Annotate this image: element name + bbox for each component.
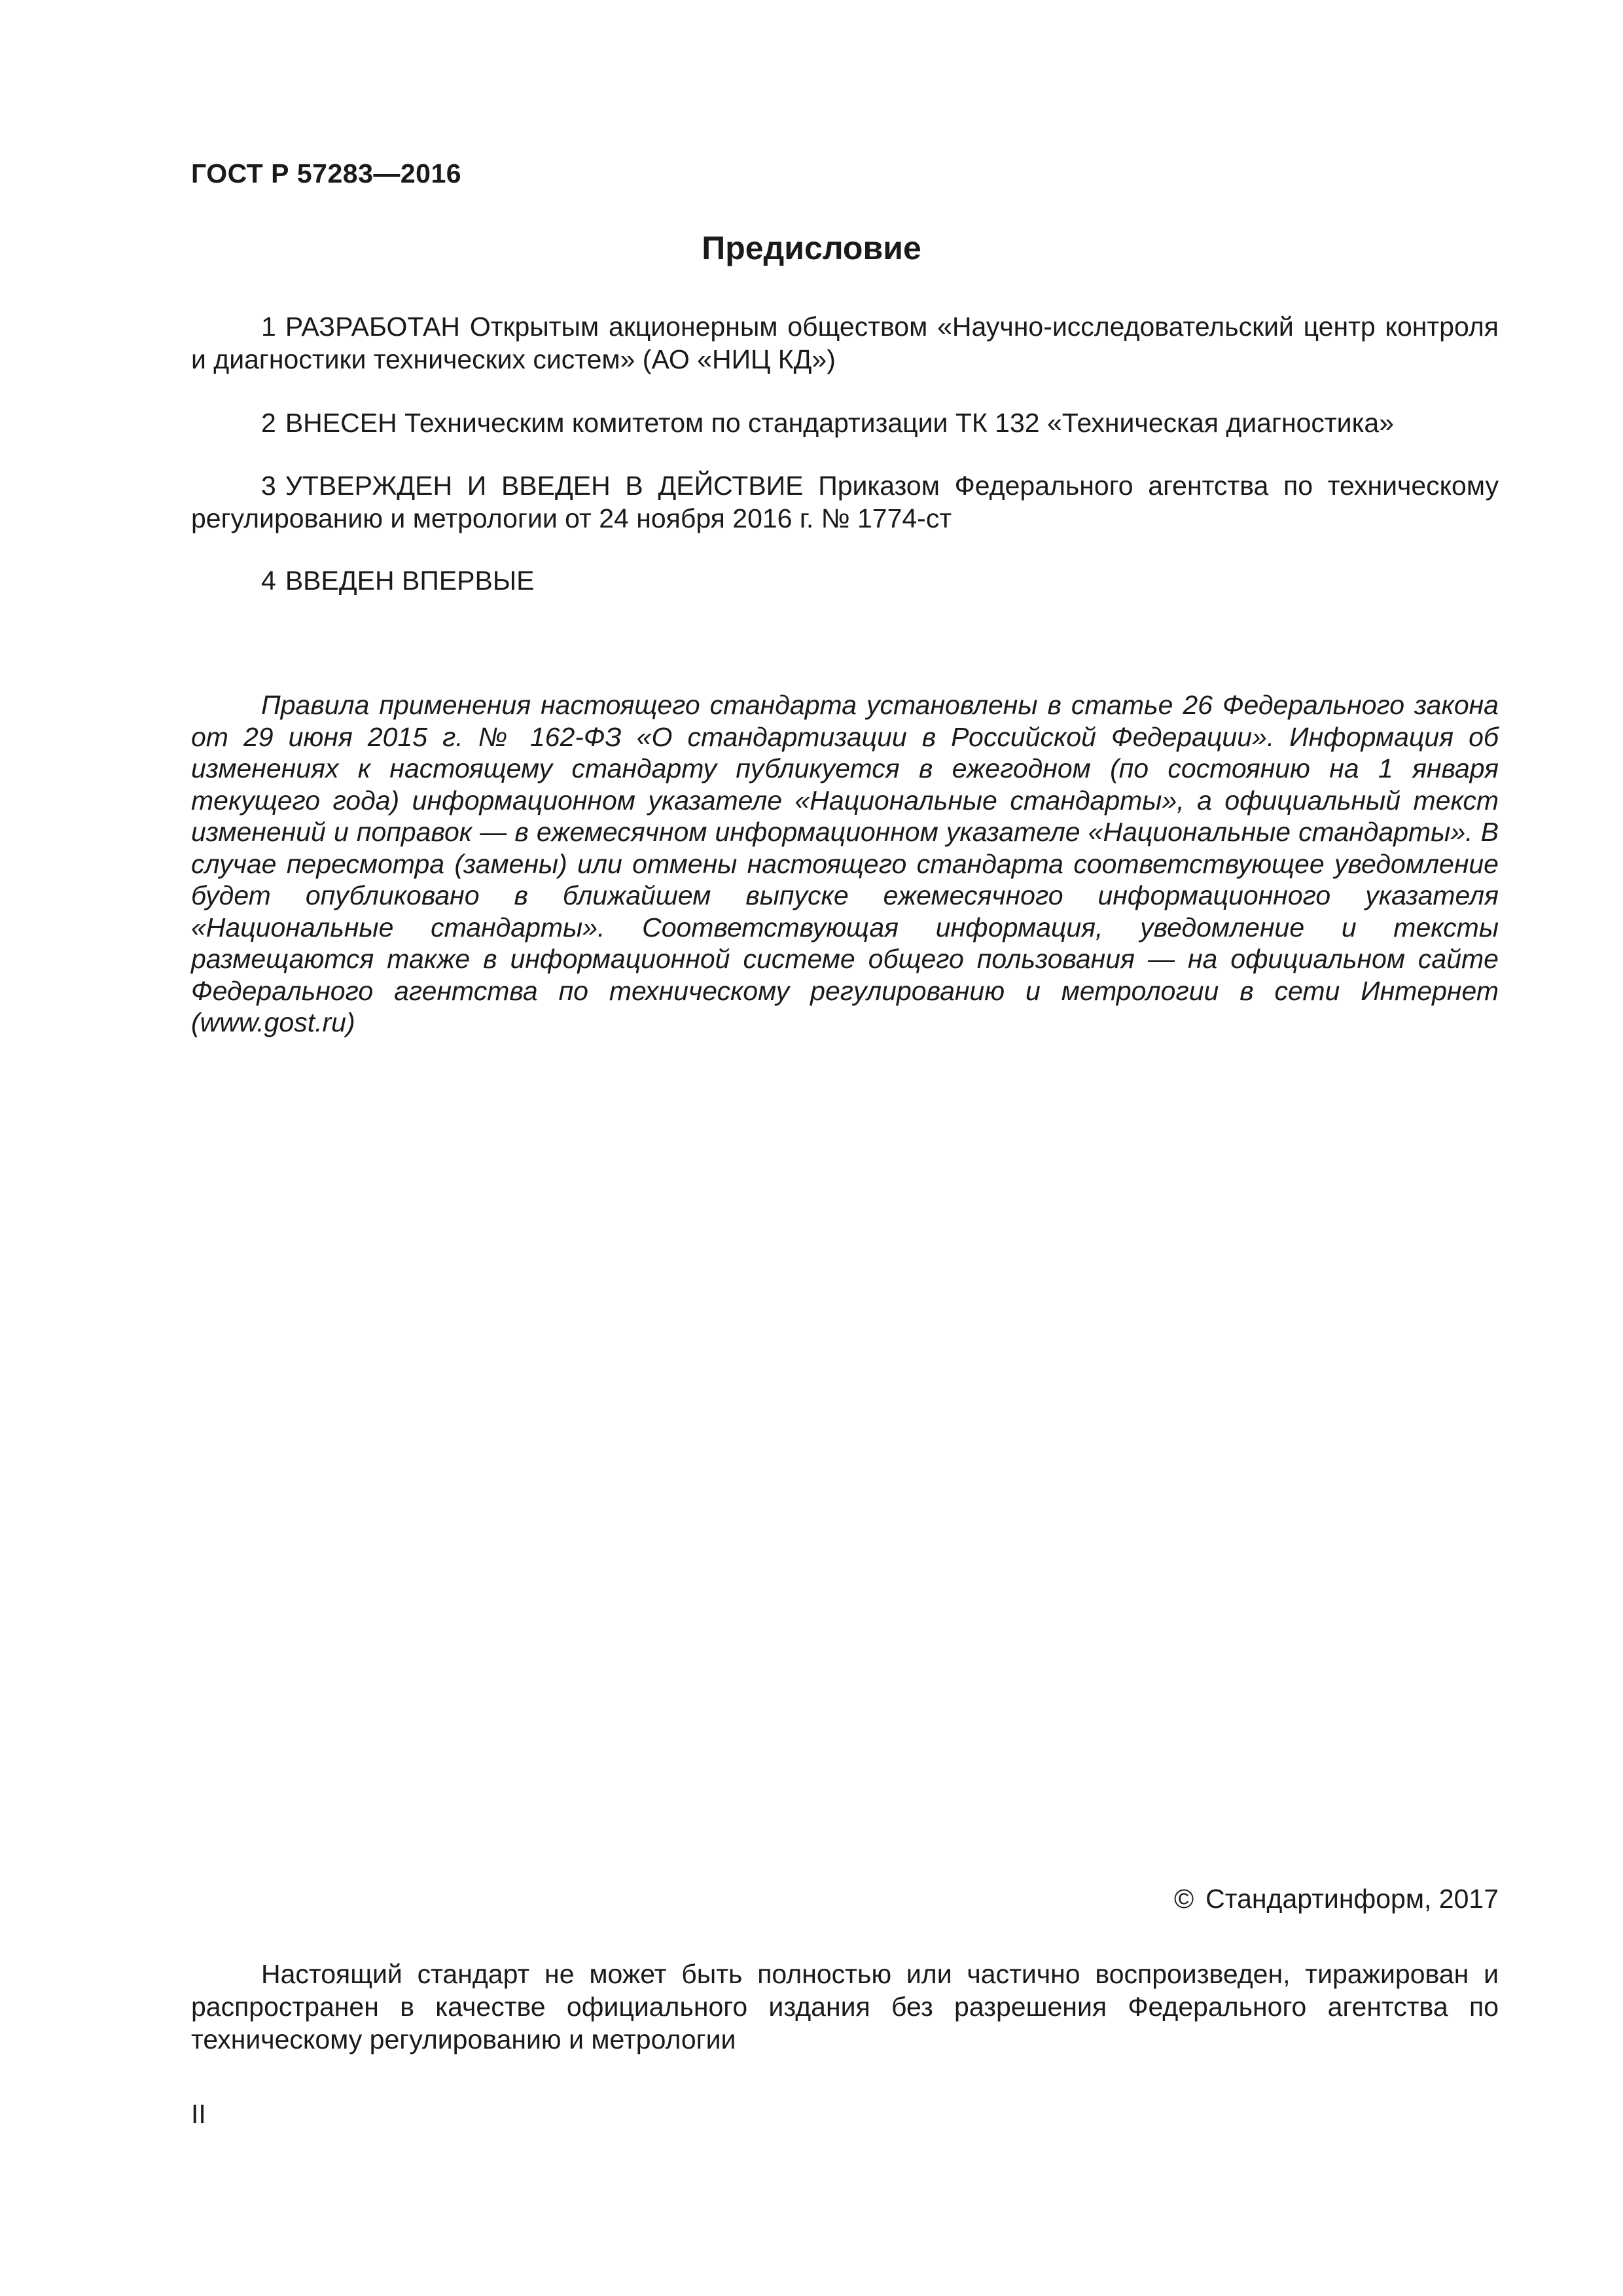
item-number: 4 (261, 565, 276, 596)
item-text: Приказом Федерального агентства по техническому регулированию и метрологии от 24 ноября 2016 г. № 1774-ст (191, 471, 1499, 533)
copyright-icon: © (1173, 1884, 1194, 1914)
foreword-item-developed (191, 310, 1499, 376)
foreword-item-introduced (191, 406, 1499, 439)
foreword-item-first-introduced (191, 564, 1499, 597)
item-number: 2 (261, 408, 276, 438)
copyright-text: Стандартинформ, 2017 (1205, 1884, 1499, 1914)
page-number: II (191, 2099, 206, 2129)
foreword-item-approved (191, 469, 1499, 535)
page-title: Предисловие (702, 230, 921, 266)
reproduction-notice: Настоящий стандарт не может быть полностью или частично воспроизведен, тиражирован и распространен в качестве официального издания без разрешения Федерального агентства по техническому регулированию и метрологии (191, 1959, 1499, 2054)
item-text: Открытым акционерным обществом «Научно-исследовательский центр контроля и диагностики технических систем» (АО «НИЦ КД») (191, 312, 1499, 374)
copyright-line (1174, 1884, 1499, 1914)
item-number: 3 (261, 471, 276, 501)
item-text: Техническим комитетом по стандартизации ТК 132 «Техническая диагностика» (404, 408, 1395, 438)
item-lead: ВВЕДЕН ВПЕРВЫЕ (285, 565, 535, 596)
item-lead: ВНЕСЕН (285, 408, 397, 438)
document-code: ГОСТ Р 57283—2016 (191, 158, 462, 188)
item-lead: РАЗРАБОТАН (285, 312, 460, 342)
application-rules-paragraph: Правила применения настоящего стандарта установлены в статье 26 Федерального закона от 29 июня 2015 г. № 162-ФЗ «О стандартизации в Российской Федерации». Информация об изменениях к настоящему стандарту публикуется в ежегодном (по состоянию на 1 января текущего года) информационном указателе «Национальные стандарты», а официальный текст изменений и поправок — в ежемесячном информационном указателе «Национальные стандарты». В случае пересмотра (замены) или отмены настоящего стандарта соответствующее уведомление будет опубликовано в ближайшем выпуске ежемесячного информационного указателя «Национальные стандарты». Соответствующая информация, уведомление и тексты размещаются также в информационной системе общего пользования — на официальном сайте Федерального агентства по техническому регулированию и метрологии в сети Интернет (www.gost.ru) (191, 690, 1499, 1037)
item-number: 1 (261, 312, 276, 342)
item-lead: УТВЕРЖДЕН И ВВЕДЕН В ДЕЙСТВИЕ (285, 471, 804, 501)
